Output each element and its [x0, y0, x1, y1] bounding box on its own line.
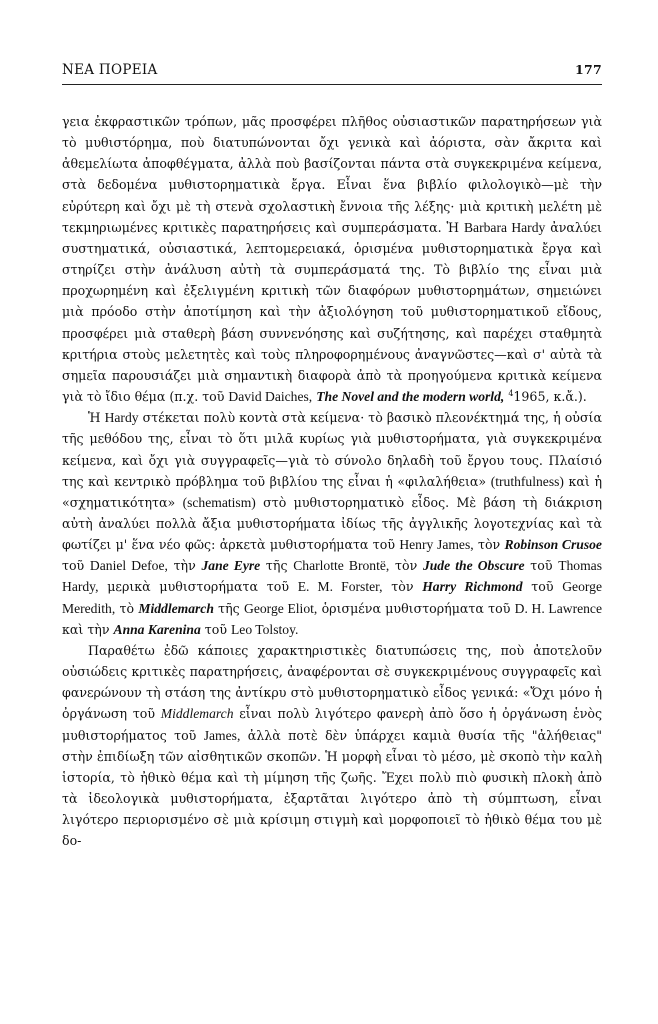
paragraph-1 [62, 111, 602, 407]
page-number: 177 [575, 62, 602, 77]
text-run: 1965, κ.ἄ.). [513, 389, 587, 405]
text-run: στέκεται πολὺ κοντὰ στὰ κείμενα· τὸ βασικὸ πλεονέκτημά της, ἡ οὐσία τῆς μεθόδου της, εἶναι τὸ ὅτι μιλᾶ κυρίως γιὰ μυθιστορήματα, γιὰ συγκεκριμένα κείμενα, καὶ ὄχι γιὰ συγγραφεῖς—γιὰ τὸ σύνολο δηλαδὴ τοῦ ἔργου τους. Πλαίσιό της καὶ κεντρικὸ πρόβλημα τοῦ βιβλίου της εἶναι ἡ «φιλαλήθεια» [62, 410, 602, 489]
running-title: ΝΕΑ ΠΟΡΕΙΑ [62, 62, 158, 78]
body-text [62, 111, 602, 851]
book-title: Middlemarch [138, 600, 214, 616]
author-name: D. H. Lawrence [514, 600, 603, 616]
text-run: τὸν [389, 558, 423, 574]
text-run: τοῦ [524, 558, 559, 574]
text-run: τῆς [260, 558, 294, 574]
text-run: τοῦ [522, 579, 563, 595]
author-name: Leo Tolstoy. [230, 621, 299, 637]
book-title: Harry Richmond [422, 579, 523, 595]
author-name: David Daiches, [228, 389, 313, 405]
text-run: τὸ [115, 600, 139, 616]
book-title: The Novel and the modern world, [316, 389, 505, 405]
text-run: καὶ τὴν [62, 621, 114, 637]
author-name: E. M. Forster, [297, 579, 383, 595]
text-run: τὸν [473, 537, 505, 553]
author-name: Henry James, [399, 537, 474, 553]
paragraph-2 [62, 407, 602, 640]
text-run: γεια ἐκφραστικῶν τρόπων, μᾶς προσφέρει πλῆθος οὐσιαστικῶν παρατηρήσεων γιὰ τὸ μυθιστόρημα, ποὺ διατυπώνονται ὄχι γενικὰ καὶ ἀόριστα, σὰν ἄκριτα καὶ ἀθεμελίωτα ἀποφθέγματα, ἀλλὰ ποὺ βασίζονται πάντα στὰ συγκεκριμένα κείμενα, στὰ δεδομένα μυθιστορηματικὰ ἔργα. Εἶναι ἕνα βιβλίο φιλολογικὸ—μὲ τὴν εὐρύτερη καὶ ὄχι μὲ τὴ στενὰ σχολαστικὴ ἔννοια τῆς λέξης· μιὰ κριτικὴ μελέτη μὲ τεκμηριωμένες κριτικὲς παρατηρήσεις καὶ συμπεράσματα. Ἡ [62, 114, 602, 235]
author-name: Charlotte Brontë, [293, 558, 390, 574]
text-run: Παραθέτω ἐδῶ κάποιες χαρακτηριστικὲς διατυπώσεις της, ποὺ ἀποτελοῦν οὐσιώδεις κριτικὲς παρατηρήσεις, ἀναφέρονται σὲ συγκεκριμένους συγγραφεῖς καὶ φανερώνουν τὴ στάση της ἀντίκρυ στὸ μυθιστορηματικὸ εἶδος γενικά: «Ὄχι μόνο ἡ ὀργάνωση τοῦ [62, 642, 602, 722]
text-run: ἀναλύει συστηματικά, οὐσιαστικά, λεπτομερειακά, ὁρισμένα μυθιστορηματικὰ ἔργα καὶ στηρίζει στὴν ἀνάλυση αὐτὴ τὰ συμπεράσματά της. Τὸ βιβλίο της εἶναι μιὰ προχωρημένη καὶ ἐξελιγμένη κριτικὴ τῶν διαφόρων μυθιστορημάτων, σημειώνει μιὰ πρόοδο στὴν ἀποτίμηση καὶ τὴν ἀξιολόγηση τοῦ μυθιστορηματικοῦ εἴδους, προσφέρει μιὰ σταθερὴ βάση συννενόησης καὶ συζήτησης, καὶ παρέχει σταθμητὰ κριτήρια στοὺς μελετητὲς καὶ τοὺς πληροφορημένους ἀναγνῶστες—καὶ σ' αὐτὰ τὰ σημεῖα παρουσιάζει μιὰ σημαντικὴ διαφορὰ ἀπὸ τὰ προηγούμενα κριτικὰ κείμενα γιὰ τὸ ἴδιο θέμα (π.χ. τοῦ [62, 219, 602, 405]
text-run: μερικὰ μυθιστορήματα τοῦ [98, 579, 298, 595]
author-name: Daniel Defoe, [89, 558, 168, 574]
text-run: καὶ ἡ «σχηματικότητα» [62, 473, 602, 510]
english-term: (truthfulness) [490, 473, 564, 489]
book-title: Middlemarch [160, 706, 234, 722]
text-run: τὴν [167, 558, 202, 574]
text-run: τοῦ [62, 558, 90, 574]
text-run: ἀλλὰ ποτὲ δὲν ὑπάρχει καμιὰ θυσία τῆς "ἀλήθειας" στὴν ἐπιδίωξη τῶν αἰσθητικῶν σκοπῶν. Ἡ μορφὴ εἶναι τὸ μέσο, μὲ σκοπὸ τὴν καλὴ ἱστορία, τὸ ἠθικὸ θέμα καὶ τὴ μίμηση τῆς ζωῆς. Ἔχει πολὺ πιὸ φυσικὴ πλοκὴ ἀπὸ τὰ ἰδεολογικὰ μυθιστορήματα, ἐξαρτᾶται λιγότερο ἀπὸ τὴ σύμπτωση, εἶναι λιγότερο περιορισμένο σὲ μιὰ κρίσιμη στιγμὴ καὶ μορφοποιεῖ τὸ ἠθικὸ θέμα του μὲ δο- [62, 727, 602, 849]
text-run: Ἡ [88, 410, 105, 426]
edition-superscript: 4 [508, 388, 514, 398]
author-name: George Eliot, [244, 600, 318, 616]
author-name: James, [203, 727, 241, 743]
text-run: τῆς [213, 600, 245, 616]
header-rule [62, 84, 602, 85]
text-run: στὸ μυθιστορηματικὸ εἶδος. Μὲ βάση τὴ διάκριση αὐτὴ ἀναλύει πολλὰ ἄξια μυθιστορήματα ἰδίως τῆς ἀγγλικῆς λογοτεχνίας καὶ τὰ φωτίζει μ' ἕνα νέο φῶς: ἀρκετὰ μυθιστορήματα τοῦ [62, 494, 603, 553]
text-run: εἶναι πολὺ λιγότερο φανερὴ ἀπὸ ὅσο ἡ ὀργάνωση ἑνὸς μυθιστορήματος τοῦ [62, 706, 602, 743]
book-page [62, 62, 602, 851]
text-run: τοῦ [200, 621, 231, 637]
book-title: Robinson Crusoe [504, 537, 602, 553]
text-run: ὁρισμένα μυθιστορήματα τοῦ [317, 600, 515, 616]
text-run: τὸν [382, 579, 423, 595]
english-term: (schematism) [182, 494, 256, 510]
author-name: Barbara Hardy [463, 219, 546, 235]
author-name: Thomas Hardy, [62, 558, 602, 595]
author-name: George Meredith, [62, 579, 602, 616]
author-name: Hardy [104, 410, 139, 426]
paragraph-3 [62, 640, 602, 852]
running-header [62, 62, 602, 78]
book-title: Anna Karenina [113, 621, 201, 637]
book-title: Jude the Obscure [422, 558, 525, 574]
book-title: Jane Eyre [201, 558, 261, 574]
